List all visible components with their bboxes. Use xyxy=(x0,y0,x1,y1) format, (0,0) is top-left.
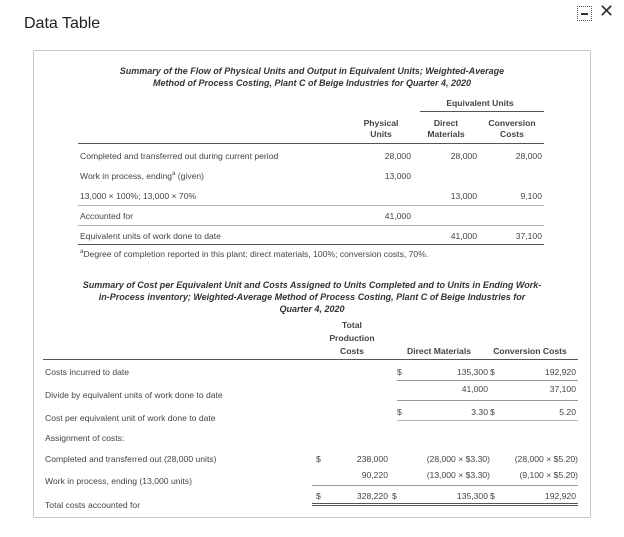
table1-cell-dm: 28,000 xyxy=(450,151,477,161)
table2-cell-conv: 192,920 xyxy=(544,491,576,501)
col-total-line2: Production xyxy=(329,333,375,343)
table1-title-line1: Summary of the Flow of Physical Units and Output in Equivalent Units; Weighted-Average xyxy=(119,66,505,76)
close-icon[interactable]: ✕ xyxy=(599,1,615,21)
col-physical-units-line1: Physical xyxy=(363,118,399,128)
table2-total-rule xyxy=(312,485,578,486)
table2-row-label: Work in process, ending (13,000 units) xyxy=(45,476,192,486)
table2-header-rule xyxy=(43,359,578,360)
table2-cell-dm: 135,300 xyxy=(456,491,488,501)
col-direct-materials: Direct Materials xyxy=(406,346,471,356)
equivalent-units-rule xyxy=(420,111,544,112)
table2-dm-rule xyxy=(397,380,490,381)
table1-cell-physical: 41,000 xyxy=(384,211,411,221)
col-total-line1: Total xyxy=(342,320,362,330)
table1-cell-conv: 9,100 xyxy=(520,191,542,201)
table1-cell-conv: 37,100 xyxy=(515,231,542,241)
table2-cell-total: 328,220 xyxy=(356,491,388,501)
table2-dm-rule xyxy=(397,400,490,401)
table2-cell-conv-dollar: $ xyxy=(490,491,495,501)
table2-cell-total-dollar: $ xyxy=(316,491,321,501)
col-total-line3: Costs xyxy=(340,346,364,356)
table2-cell-conv-dollar: $ xyxy=(490,407,495,417)
table2-cell-dm-dollar: $ xyxy=(397,367,402,377)
table1-cell-physical: 13,000 xyxy=(384,171,411,181)
col-direct-materials-line2: Materials xyxy=(427,129,465,139)
table2-row-label: Completed and transferred out (28,000 units) xyxy=(45,454,217,464)
table2-cell-conv: 5.20 xyxy=(559,407,576,417)
table2-cell-dm-dollar: $ xyxy=(397,407,402,417)
table2-double-rule-top xyxy=(312,503,578,504)
table2-title-line2: in-Process inventory; Weighted-Average Method of Process Costing, Plant C of Beige Industries for xyxy=(98,292,526,302)
table2-title-line1: Summary of Cost per Equivalent Unit and Costs Assigned to Units Completed and to Units in Ending Work- xyxy=(82,280,542,290)
table2-row-label: Total costs accounted for xyxy=(45,500,141,510)
table1-row-label: Accounted for xyxy=(80,211,134,221)
table1-row-label: Work in process, ending$^a$ (given) xyxy=(80,171,205,181)
col-conversion-costs-line2: Costs xyxy=(500,129,524,139)
table2-row-label: Divide by equivalent units of work done to date xyxy=(45,390,223,400)
table2-cell-conv: (28,000 × $5.20) xyxy=(514,454,578,464)
table1-bottom-rule xyxy=(78,244,544,245)
col-conversion-costs-line1: Conversion xyxy=(488,118,536,128)
table2-cell-conv: 192,920 xyxy=(544,367,576,377)
table1-row-label: Equivalent units of work done to date xyxy=(80,231,221,241)
table1-row-rule xyxy=(78,225,544,226)
col-physical-units-line2: Units xyxy=(370,129,392,139)
table2-cell-conv: (9,100 × $5.20) xyxy=(519,470,578,480)
table1-cell-physical: 28,000 xyxy=(384,151,411,161)
table2-conv-rule xyxy=(490,380,578,381)
col-direct-materials-line1: Direct xyxy=(433,118,459,128)
table1-cell-conv: 28,000 xyxy=(515,151,542,161)
table1-footnote: $^a$Degree of completion reported in this plant: direct materials, 100%; conversion costs, 70%. xyxy=(80,249,429,259)
col-conversion-costs: Conversion Costs xyxy=(493,346,567,356)
table2-row-label: Costs incurred to date xyxy=(45,367,130,377)
table1-header-rule xyxy=(78,143,544,144)
table2-cell-conv: 37,100 xyxy=(549,384,576,394)
table2-conv-rule xyxy=(490,400,578,401)
table2-cell-dm-dollar: $ xyxy=(392,491,397,501)
table2-cell-total-dollar: $ xyxy=(316,454,321,464)
table2-cell-dm: (13,000 × $3.30) xyxy=(426,470,490,480)
table2-row-label: Cost per equivalent unit of work done to date xyxy=(45,413,216,423)
table2-cell-total: 238,000 xyxy=(356,454,388,464)
table2-row-label: Assignment of costs: xyxy=(45,433,125,443)
table2-cell-dm: 41,000 xyxy=(461,384,488,394)
table2-title-line3: Quarter 4, 2020 xyxy=(279,304,345,314)
table1-row-label: Completed and transferred out during current period xyxy=(80,151,279,161)
minimize-icon[interactable] xyxy=(577,6,592,21)
table2-cell-conv-dollar: $ xyxy=(490,367,495,377)
table2-cell-dm: 135,300 xyxy=(456,367,488,377)
table2-double-rule-bottom xyxy=(312,505,578,506)
table2-cell-total: 90,220 xyxy=(361,470,388,480)
table1-row-rule xyxy=(78,205,544,206)
table1-cell-dm: 41,000 xyxy=(450,231,477,241)
dialog-title: Data Table xyxy=(24,15,101,32)
table2-cell-dm: (28,000 × $3.30) xyxy=(426,454,490,464)
table1-row-label: 13,000 × 100%; 13,000 × 70% xyxy=(80,191,197,201)
table2-cell-dm: 3.30 xyxy=(471,407,488,417)
table1-title-line2: Method of Process Costing, Plant C of Beige Industries for Quarter 4, 2020 xyxy=(152,78,472,88)
table2-cost-rule xyxy=(397,420,578,421)
equivalent-units-header: Equivalent Units xyxy=(446,98,514,108)
table1-cell-dm: 13,000 xyxy=(450,191,477,201)
